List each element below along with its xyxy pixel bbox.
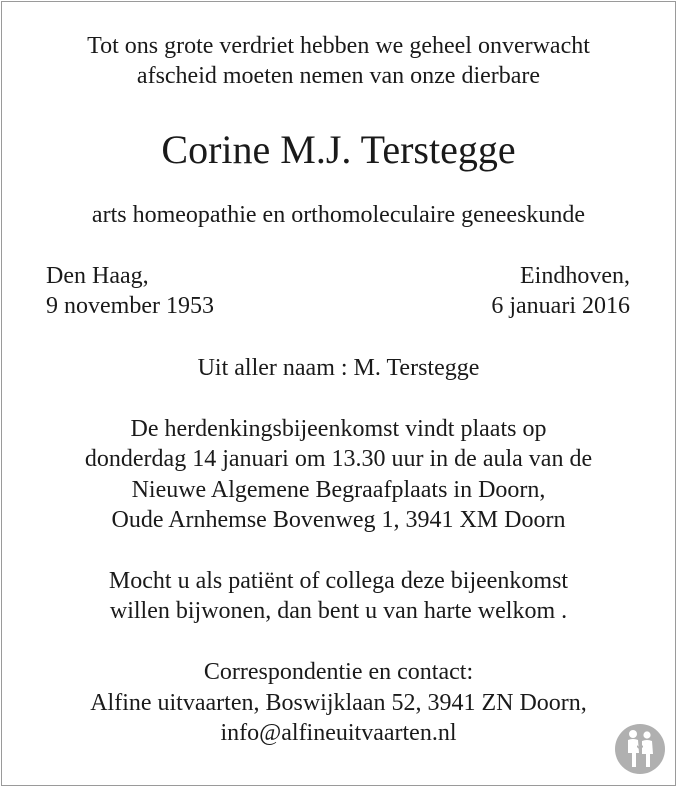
death-place: Eindhoven,	[520, 263, 630, 289]
birth-date: 9 november 1953	[46, 293, 214, 319]
deceased-name: Corine M.J. Terstegge	[161, 127, 516, 172]
death-date: 6 januari 2016	[491, 293, 630, 319]
invitation-line-2: willen bijwonen, dan bent u van harte welkom .	[109, 598, 568, 624]
birth-place: Den Haag,	[46, 263, 149, 289]
memorial-line-1: De herdenkingsbijeenkomst vindt plaats op	[130, 416, 547, 442]
funeral-figures-logo-icon	[614, 723, 666, 775]
intro-line-1: Tot ons grote verdriet hebben we geheel onverwacht	[87, 33, 590, 59]
contact-email: info@alfineuitvaarten.nl	[220, 720, 457, 746]
intro-line-2: afscheid moeten nemen van onze dierbare	[136, 63, 541, 89]
memorial-line-4: Oude Arnhemse Bovenweg 1, 3941 XM Doorn	[111, 507, 566, 533]
family-signature: Uit aller naam : M. Terstegge	[197, 355, 480, 381]
invitation-line-1: Mocht u als patiënt of collega deze bijeenkomst	[108, 568, 569, 594]
memorial-line-3: Nieuwe Algemene Begraafplaats in Doorn,	[131, 477, 546, 503]
deceased-profession: arts homeopathie en orthomoleculaire geneeskunde	[91, 202, 586, 228]
contact-heading: Correspondentie en contact:	[203, 659, 474, 685]
memorial-line-2: donderdag 14 januari om 13.30 uur in de aula van de	[84, 446, 593, 472]
contact-address: Alfine uitvaarten, Boswijklaan 52, 3941 ZN Doorn,	[90, 690, 587, 716]
